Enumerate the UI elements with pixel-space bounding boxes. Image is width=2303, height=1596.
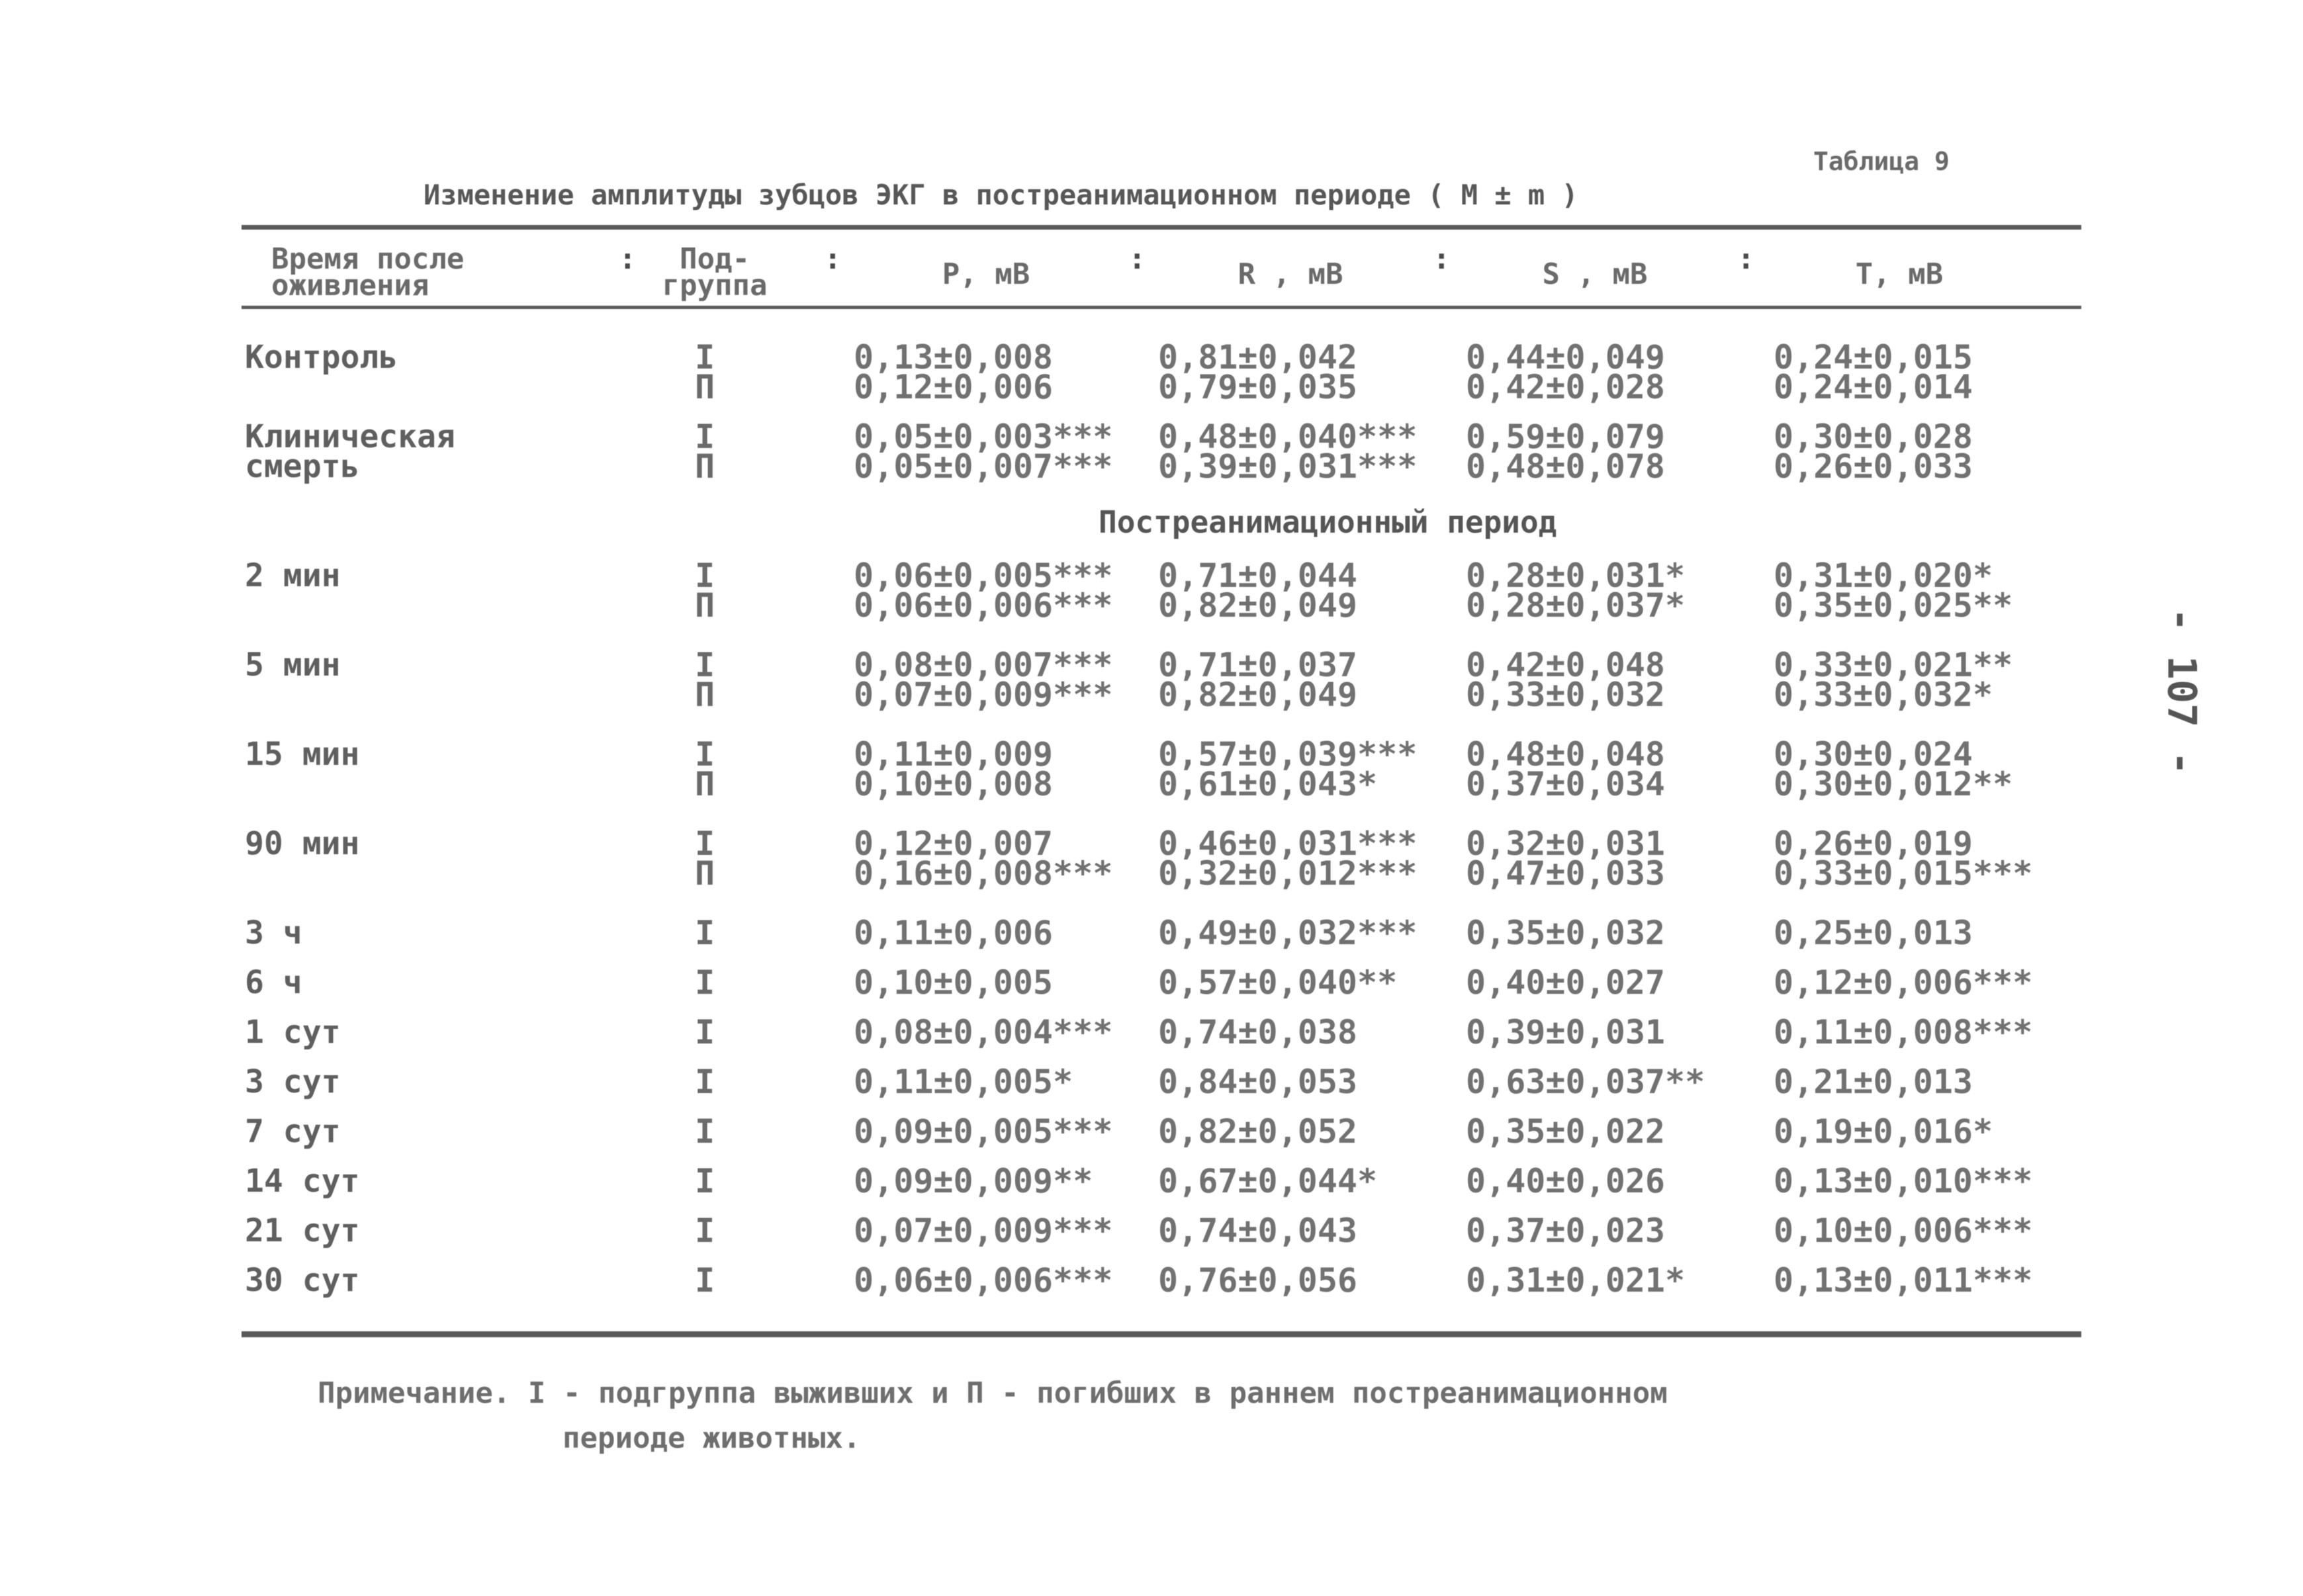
r-value-cell: 0,57±0,039*** <box>1158 735 1418 774</box>
subgroup-cell: I <box>695 824 715 863</box>
row-label: 7 сут <box>245 1113 341 1150</box>
r-value-cell: 0,82±0,049 <box>1158 676 1358 714</box>
subgroup-cell: I <box>695 735 715 774</box>
p-value-cell: 0,16±0,008*** <box>854 854 1113 893</box>
s-value-cell: 0,28±0,031* <box>1466 556 1686 595</box>
p-value-cell: 0,06±0,006*** <box>854 586 1113 625</box>
p-value-cell: 0,10±0,005 <box>854 963 1054 1002</box>
p-value-cell: 0,05±0,007*** <box>854 447 1113 486</box>
bottom-rule <box>242 1331 2081 1337</box>
t-value-cell: 0,21±0,013 <box>1774 1063 1973 1101</box>
s-value-cell: 0,33±0,032 <box>1466 676 1666 714</box>
row-label: 21 сут <box>245 1212 360 1249</box>
note-line-2: периоде животных. <box>563 1421 861 1455</box>
subgroup-cell: I <box>695 1261 715 1300</box>
p-value-cell: 0,05±0,003*** <box>854 418 1113 456</box>
r-value-cell: 0,67±0,044* <box>1158 1162 1378 1200</box>
row-label: 1 сут <box>245 1014 341 1051</box>
page-number: - 107 - <box>2158 607 2205 776</box>
row-label: 15 мин <box>245 736 360 773</box>
row-label: 3 ч <box>245 914 302 952</box>
note-line-1: Примечание. I - подгруппа выживших и П - погибших в раннем постреанимационном <box>318 1376 1668 1410</box>
t-value-cell: 0,25±0,013 <box>1774 914 1973 952</box>
s-value-cell: 0,39±0,031 <box>1466 1013 1666 1051</box>
t-value-cell: 0,26±0,033 <box>1774 447 1973 486</box>
r-value-cell: 0,76±0,056 <box>1158 1261 1358 1300</box>
s-value-cell: 0,37±0,023 <box>1466 1212 1666 1250</box>
subgroup-cell: П <box>695 368 715 406</box>
row-label: 30 сут <box>245 1262 360 1299</box>
r-value-cell: 0,48±0,040*** <box>1158 418 1418 456</box>
r-value-cell: 0,74±0,043 <box>1158 1212 1358 1250</box>
s-value-cell: 0,42±0,048 <box>1466 646 1666 684</box>
p-value-cell: 0,11±0,006 <box>854 914 1054 952</box>
header-p: P, мВ <box>942 257 1030 291</box>
s-value-cell: 0,47±0,033 <box>1466 854 1666 893</box>
p-value-cell: 0,09±0,009** <box>854 1162 1093 1200</box>
s-value-cell: 0,28±0,037* <box>1466 586 1686 625</box>
header-s: S , мВ <box>1542 257 1648 291</box>
t-value-cell: 0,30±0,028 <box>1774 418 1973 456</box>
s-value-cell: 0,59±0,079 <box>1466 418 1666 456</box>
subgroup-cell: I <box>695 963 715 1002</box>
r-value-cell: 0,57±0,040** <box>1158 963 1398 1002</box>
p-value-cell: 0,08±0,004*** <box>854 1013 1113 1051</box>
s-value-cell: 0,32±0,031 <box>1466 824 1666 863</box>
t-value-cell: 0,10±0,006*** <box>1774 1212 2033 1250</box>
subgroup-cell: П <box>695 586 715 625</box>
r-value-cell: 0,46±0,031*** <box>1158 824 1418 863</box>
p-value-cell: 0,09±0,005*** <box>854 1112 1113 1151</box>
r-value-cell: 0,82±0,052 <box>1158 1112 1358 1151</box>
t-value-cell: 0,30±0,024 <box>1774 735 1973 774</box>
r-value-cell: 0,82±0,049 <box>1158 586 1358 625</box>
s-value-cell: 0,42±0,028 <box>1466 368 1666 406</box>
subgroup-cell: П <box>695 676 715 714</box>
s-value-cell: 0,63±0,037** <box>1466 1063 1705 1101</box>
p-value-cell: 0,11±0,009 <box>854 735 1054 774</box>
r-value-cell: 0,61±0,043* <box>1158 765 1378 803</box>
row-label: 6 ч <box>245 964 302 1001</box>
row-label: смерть <box>245 448 360 485</box>
s-value-cell: 0,35±0,032 <box>1466 914 1666 952</box>
subgroup-cell: I <box>695 1162 715 1200</box>
header-separator: : <box>1128 242 1146 276</box>
t-value-cell: 0,30±0,012** <box>1774 765 2013 803</box>
r-value-cell: 0,71±0,037 <box>1158 646 1358 684</box>
row-label: 14 сут <box>245 1163 360 1200</box>
t-value-cell: 0,24±0,014 <box>1774 368 1973 406</box>
t-value-cell: 0,13±0,011*** <box>1774 1261 2033 1300</box>
t-value-cell: 0,13±0,010*** <box>1774 1162 2033 1200</box>
row-label: 90 мин <box>245 825 360 862</box>
p-value-cell: 0,06±0,005*** <box>854 556 1113 595</box>
s-value-cell: 0,48±0,048 <box>1466 735 1666 774</box>
r-value-cell: 0,84±0,053 <box>1158 1063 1358 1101</box>
row-label: Клиническая <box>245 418 455 455</box>
p-value-cell: 0,08±0,007*** <box>854 646 1113 684</box>
p-value-cell: 0,06±0,006*** <box>854 1261 1113 1300</box>
header-separator: : <box>1433 242 1451 276</box>
r-value-cell: 0,74±0,038 <box>1158 1013 1358 1051</box>
header-time: Время после оживления <box>271 242 465 302</box>
subgroup-cell: I <box>695 1063 715 1101</box>
t-value-cell: 0,33±0,032* <box>1774 676 1993 714</box>
p-value-cell: 0,07±0,009*** <box>854 1212 1113 1250</box>
s-value-cell: 0,37±0,034 <box>1466 765 1666 803</box>
p-value-cell: 0,13±0,008 <box>854 338 1054 377</box>
subgroup-cell: П <box>695 765 715 803</box>
subgroup-cell: П <box>695 447 715 486</box>
header-rule <box>242 306 2081 309</box>
t-value-cell: 0,24±0,015 <box>1774 338 1973 377</box>
table-label: Таблица 9 <box>1813 147 1950 176</box>
s-value-cell: 0,48±0,078 <box>1466 447 1666 486</box>
top-rule <box>242 225 2081 230</box>
r-value-cell: 0,71±0,044 <box>1158 556 1358 595</box>
table-title: Изменение амплитуды зубцов ЭКГ в постреанимационном периоде ( M ± m ) <box>424 179 1578 211</box>
r-value-cell: 0,49±0,032*** <box>1158 914 1418 952</box>
row-label: Контроль <box>245 339 398 376</box>
subgroup-cell: I <box>695 914 715 952</box>
subgroup-cell: I <box>695 418 715 456</box>
subgroup-cell: I <box>695 338 715 377</box>
s-value-cell: 0,40±0,026 <box>1466 1162 1666 1200</box>
p-value-cell: 0,07±0,009*** <box>854 676 1113 714</box>
t-value-cell: 0,19±0,016* <box>1774 1112 1993 1151</box>
s-value-cell: 0,44±0,049 <box>1466 338 1666 377</box>
t-value-cell: 0,33±0,015*** <box>1774 854 2033 893</box>
s-value-cell: 0,40±0,027 <box>1466 963 1666 1002</box>
row-label: 5 мин <box>245 646 341 684</box>
subgroup-cell: П <box>695 854 715 893</box>
subgroup-cell: I <box>695 556 715 595</box>
row-label: 3 сут <box>245 1063 341 1100</box>
p-value-cell: 0,10±0,008 <box>854 765 1054 803</box>
t-value-cell: 0,35±0,025** <box>1774 586 2013 625</box>
header-r: R , мВ <box>1238 257 1343 291</box>
t-value-cell: 0,31±0,020* <box>1774 556 1993 595</box>
subgroup-cell: I <box>695 1212 715 1250</box>
r-value-cell: 0,81±0,042 <box>1158 338 1358 377</box>
r-value-cell: 0,32±0,012*** <box>1158 854 1418 893</box>
table-note <box>318 1371 1972 1461</box>
p-value-cell: 0,12±0,007 <box>854 824 1054 863</box>
header-subgroup: Под-группа <box>662 242 768 302</box>
r-value-cell: 0,39±0,031*** <box>1158 447 1418 486</box>
subgroup-cell: I <box>695 1112 715 1151</box>
row-label: 2 мин <box>245 557 341 594</box>
s-value-cell: 0,31±0,021* <box>1466 1261 1686 1300</box>
p-value-cell: 0,12±0,006 <box>854 368 1054 406</box>
s-value-cell: 0,35±0,022 <box>1466 1112 1666 1151</box>
p-value-cell: 0,11±0,005* <box>854 1063 1073 1101</box>
t-value-cell: 0,11±0,008*** <box>1774 1013 2033 1051</box>
t-value-cell: 0,12±0,006*** <box>1774 963 2033 1002</box>
t-value-cell: 0,33±0,021** <box>1774 646 2013 684</box>
subgroup-cell: I <box>695 1013 715 1051</box>
header-separator: : <box>824 242 842 276</box>
t-value-cell: 0,26±0,019 <box>1774 824 1973 863</box>
header-separator: : <box>619 242 637 276</box>
r-value-cell: 0,79±0,035 <box>1158 368 1358 406</box>
header-t: T, мВ <box>1855 257 1944 291</box>
section-title: Постреанимационный период <box>1099 504 1557 540</box>
header-separator: : <box>1737 242 1755 276</box>
subgroup-cell: I <box>695 646 715 684</box>
